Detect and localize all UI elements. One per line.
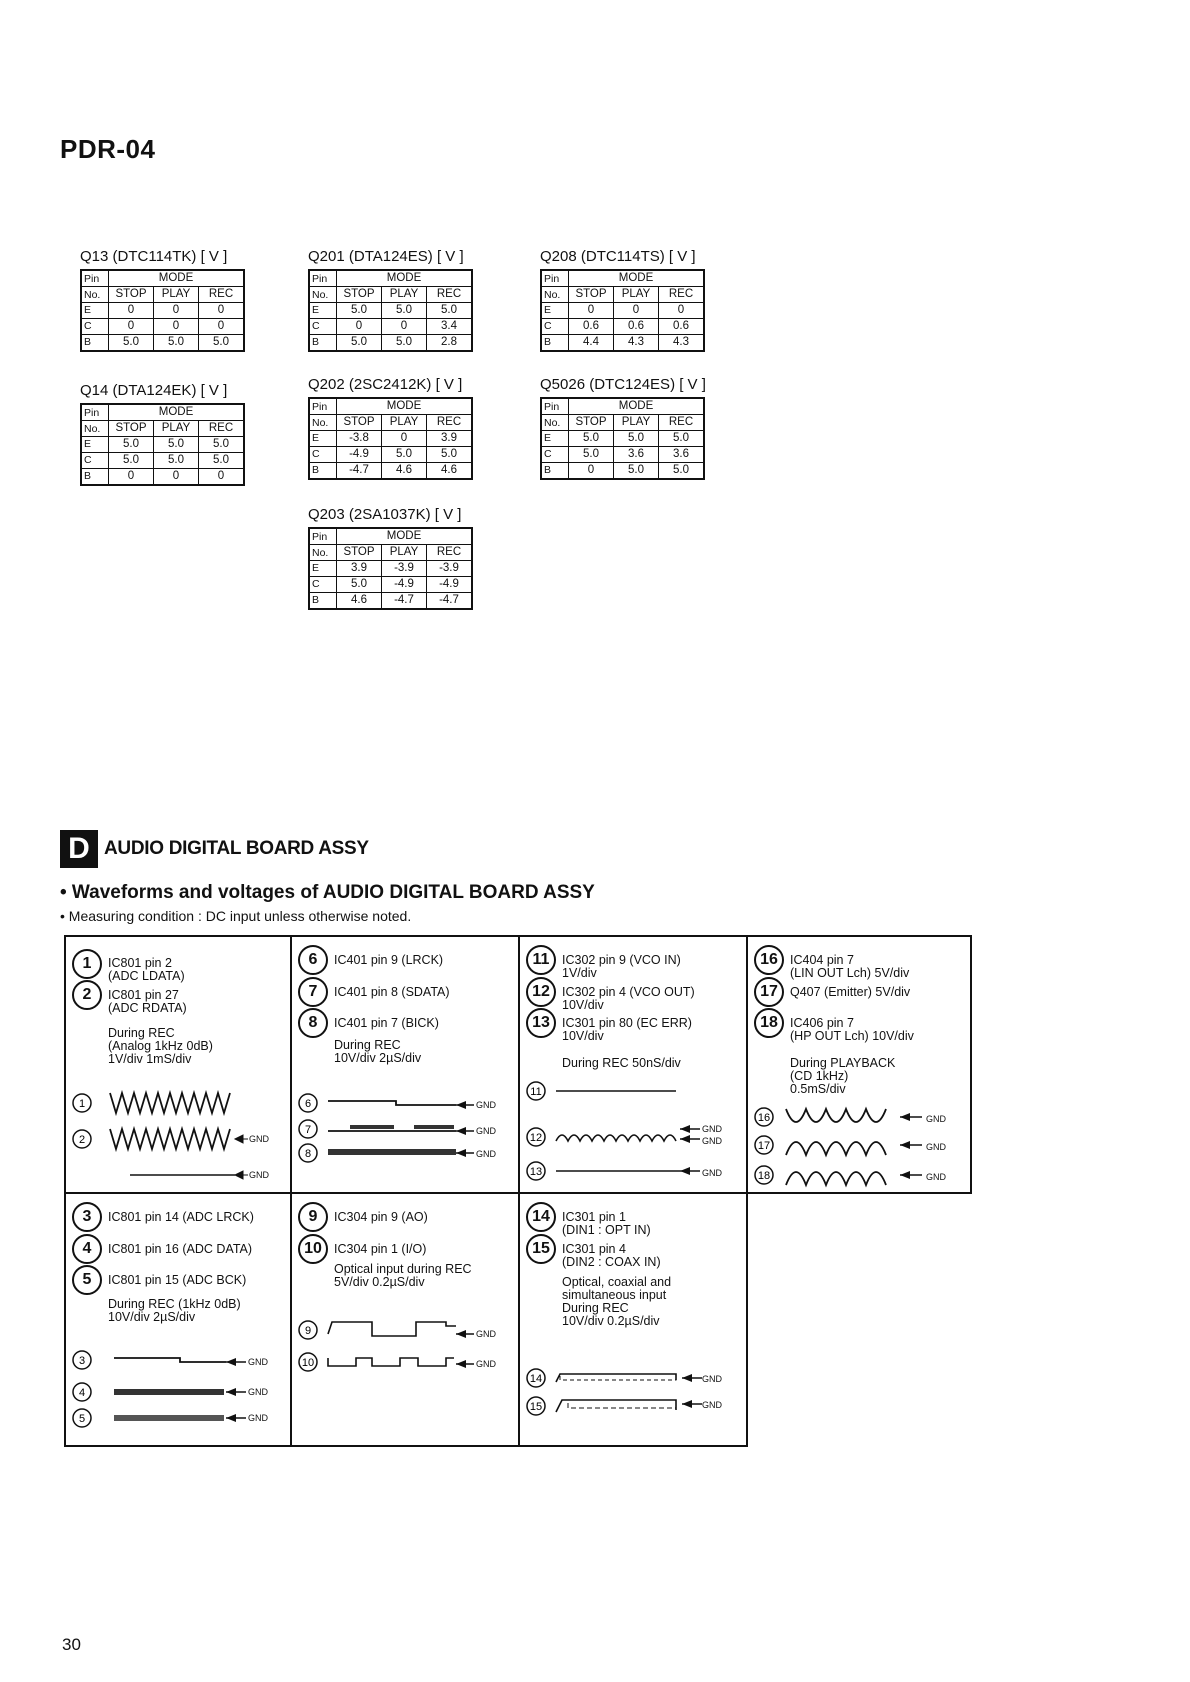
- label-5: IC801 pin 15 (ADC BCK): [108, 1273, 247, 1287]
- marker-9: 9: [298, 1202, 328, 1232]
- note: During REC 50nS/div: [562, 1056, 681, 1070]
- table-row: B 0 5.0 5.0: [541, 463, 704, 480]
- table-row: B 5.0 5.0 2.8: [309, 335, 472, 352]
- measuring-condition: • Measuring condition : DC input unless otherwise noted.: [60, 908, 412, 924]
- gnd-label: GND: [476, 1329, 496, 1339]
- svg-text:7: 7: [304, 1124, 312, 1136]
- svg-text:13: 13: [529, 1166, 543, 1178]
- marker-5: 5: [72, 1265, 102, 1295]
- marker-12: 12: [526, 977, 556, 1007]
- gnd-label: GND: [476, 1126, 496, 1136]
- svg-text:18: 18: [757, 1170, 771, 1182]
- table-row: E 5.0 5.0 5.0: [541, 431, 704, 447]
- svg-text:4: 4: [78, 1387, 86, 1399]
- table-row: E 3.9 -3.9 -3.9: [309, 561, 472, 577]
- transistor-title: Q203 (2SA1037K) [ V ]: [308, 506, 462, 523]
- marker-11: 11: [526, 945, 556, 975]
- note: During REC (1kHz 0dB) 10V/div 2µS/div: [108, 1297, 241, 1324]
- gnd-label: GND: [702, 1400, 722, 1410]
- transistor-table: [308, 376, 473, 480]
- table-row: B 0 0 0: [81, 469, 244, 486]
- gnd-label: GND: [476, 1149, 496, 1159]
- waveform-cell-1: [64, 935, 292, 1194]
- label-16: IC404 pin 7 (LIN OUT Lch) 5V/div: [790, 953, 910, 980]
- svg-text:16: 16: [757, 1112, 771, 1124]
- table-row: E 0 0 0: [81, 303, 244, 319]
- marker-6: 6: [298, 945, 328, 975]
- label-2: IC801 pin 27 (ADC RDATA): [108, 988, 187, 1015]
- table-row: C 5.0 -4.9 -4.9: [309, 577, 472, 593]
- marker-10: 10: [298, 1234, 328, 1264]
- wave-label-1: 1: [78, 1098, 86, 1110]
- voltage-table: Pin MODE No. STOP PLAY REC E 3.9 -3.9 -3.9 C 5.0 -4.9 -4.9 B 4.6 -4.7 -4.7: [308, 527, 473, 610]
- svg-text:8: 8: [304, 1148, 312, 1160]
- label-11: IC302 pin 9 (VCO IN) 1V/div: [562, 953, 681, 980]
- wave-label-2: 2: [78, 1134, 86, 1146]
- table-row: C 5.0 3.6 3.6: [541, 447, 704, 463]
- table-row: E 5.0 5.0 5.0: [309, 303, 472, 319]
- table-row: E 5.0 5.0 5.0: [81, 437, 244, 453]
- label-8: IC401 pin 7 (BICK): [334, 1016, 439, 1030]
- transistor-title: Q202 (2SC2412K) [ V ]: [308, 376, 463, 393]
- table-row: C 0 0 0: [81, 319, 244, 335]
- label-3: IC801 pin 14 (ADC LRCK): [108, 1210, 254, 1224]
- table-row: C 5.0 5.0 5.0: [81, 453, 244, 469]
- marker-15: 15: [526, 1234, 556, 1264]
- table-row: B 4.6 -4.7 -4.7: [309, 593, 472, 610]
- voltage-table: Pin MODE No. STOP PLAY REC E 5.0 5.0 5.0 C 0 0 3.4 B 5.0 5.0 2.8: [308, 269, 473, 352]
- waveform-cell-5: [64, 1192, 292, 1447]
- table-row: B 4.4 4.3 4.3: [541, 335, 704, 352]
- transistor-title: Q13 (DTC114TK) [ V ]: [80, 248, 228, 265]
- transistor-table: [308, 506, 473, 610]
- waveform-cell-4: [746, 935, 972, 1194]
- note: Optical input during REC 5V/div 0.2µS/div: [334, 1262, 472, 1289]
- svg-text:5: 5: [78, 1413, 86, 1425]
- gnd-label: GND: [702, 1136, 722, 1146]
- marker-14: 14: [526, 1202, 556, 1232]
- label-1: IC801 pin 2 (ADC LDATA): [108, 956, 185, 983]
- svg-text:10: 10: [301, 1357, 315, 1369]
- label-9: IC304 pin 9 (AO): [334, 1210, 428, 1224]
- label-17: Q407 (Emitter) 5V/div: [790, 985, 911, 999]
- label-7: IC401 pin 8 (SDATA): [334, 985, 450, 999]
- label-18: IC406 pin 7 (HP OUT Lch) 10V/div: [790, 1016, 914, 1043]
- table-row: E -3.8 0 3.9: [309, 431, 472, 447]
- marker-2: 2: [72, 980, 102, 1010]
- transistor-table: [80, 248, 245, 352]
- marker-8: 8: [298, 1008, 328, 1038]
- transistor-table: [540, 376, 706, 480]
- section-letter: D: [60, 830, 98, 868]
- marker-13: 13: [526, 1008, 556, 1038]
- label-14: IC301 pin 1 (DIN1 : OPT IN): [562, 1210, 651, 1237]
- marker-16: 16: [754, 945, 784, 975]
- note: During REC (Analog 1kHz 0dB) 1V/div 1mS/div: [108, 1026, 213, 1066]
- transistor-title: Q14 (DTA124EK) [ V ]: [80, 382, 228, 399]
- label-15: IC301 pin 4 (DIN2 : COAX IN): [562, 1242, 661, 1269]
- gnd-label: GND: [702, 1168, 722, 1178]
- label-10: IC304 pin 1 (I/O): [334, 1242, 427, 1256]
- gnd-label: GND: [476, 1359, 496, 1369]
- marker-1: 1: [72, 949, 102, 979]
- gnd-label: GND: [926, 1142, 946, 1152]
- waveform-9-10: [296, 1314, 518, 1394]
- label-12: IC302 pin 4 (VCO OUT) 10V/div: [562, 985, 695, 1012]
- table-row: E 0 0 0: [541, 303, 704, 319]
- transistor-table: [80, 382, 245, 486]
- gnd-label: GND: [249, 1170, 269, 1180]
- page-title: PDR-04: [60, 134, 156, 164]
- marker-4: 4: [72, 1234, 102, 1264]
- transistor-table: [308, 248, 473, 352]
- marker-7: 7: [298, 977, 328, 1007]
- gnd-label: GND: [926, 1114, 946, 1124]
- transistor-title: Q201 (DTA124ES) [ V ]: [308, 248, 464, 265]
- table-row: B -4.7 4.6 4.6: [309, 463, 472, 480]
- table-row: B 5.0 5.0 5.0: [81, 335, 244, 352]
- gnd-label: GND: [248, 1387, 268, 1397]
- svg-text:11: 11: [530, 1086, 542, 1098]
- table-row: C 0.6 0.6 0.6: [541, 319, 704, 335]
- marker-18: 18: [754, 1008, 784, 1038]
- marker-17: 17: [754, 977, 784, 1007]
- gnd-label: GND: [248, 1357, 268, 1367]
- voltage-table: Pin MODE No. STOP PLAY REC E 5.0 5.0 5.0 C 5.0 3.6 3.6 B 0 5.0 5.0: [540, 397, 705, 480]
- waveform-cell-7: [518, 1192, 748, 1447]
- svg-text:14: 14: [529, 1373, 543, 1385]
- waveform-cell-2: [290, 935, 520, 1194]
- svg-text:15: 15: [529, 1401, 543, 1413]
- waveform-cell-6: [290, 1192, 520, 1447]
- gnd-label: GND: [476, 1100, 496, 1110]
- label-13: IC301 pin 80 (EC ERR) 10V/div: [562, 1016, 692, 1043]
- gnd-label: GND: [249, 1134, 269, 1144]
- gnd-label: GND: [702, 1374, 722, 1384]
- note: Optical, coaxial and simultaneous input During REC 10V/div 0.2µS/div: [562, 1275, 672, 1328]
- waveform-grid: [64, 935, 972, 1447]
- page-number: 30: [62, 1635, 81, 1654]
- marker-3: 3: [72, 1202, 102, 1232]
- svg-text:3: 3: [78, 1355, 86, 1367]
- table-row: C 0 0 3.4: [309, 319, 472, 335]
- gnd-label: GND: [926, 1172, 946, 1182]
- note: During REC 10V/div 2µS/div: [334, 1038, 422, 1065]
- voltage-table: Pin MODE No. STOP PLAY REC E -3.8 0 3.9 C -4.9 5.0 5.0 B -4.7 4.6 4.6: [308, 397, 473, 480]
- voltage-table: Pin MODE No. STOP PLAY REC E 0 0 0 C 0.6 0.6 0.6 B 4.4 4.3 4.3: [540, 269, 705, 352]
- gnd-label: GND: [248, 1413, 268, 1423]
- waveform-cell-3: [518, 935, 748, 1194]
- transistor-title: Q5026 (DTC124ES) [ V ]: [540, 376, 706, 393]
- svg-text:6: 6: [304, 1098, 312, 1110]
- transistor-title: Q208 (DTC114TS) [ V ]: [540, 248, 696, 265]
- table-row: C -4.9 5.0 5.0: [309, 447, 472, 463]
- voltage-table: Pin MODE No. STOP PLAY REC E 5.0 5.0 5.0 C 5.0 5.0 5.0 B 0 0 0: [80, 403, 245, 486]
- section-header: [60, 830, 369, 868]
- label-4: IC801 pin 16 (ADC DATA): [108, 1242, 253, 1256]
- svg-text:12: 12: [529, 1132, 543, 1144]
- svg-text:17: 17: [757, 1140, 771, 1152]
- svg-text:9: 9: [304, 1325, 312, 1337]
- transistor-table: [540, 248, 705, 352]
- gnd-label: GND: [702, 1124, 722, 1134]
- note: During PLAYBACK (CD 1kHz) 0.5mS/div: [790, 1056, 896, 1096]
- voltage-table: Pin MODE No. STOP PLAY REC E 0 0 0 C 0 0 0 B 5.0 5.0 5.0: [80, 269, 245, 352]
- waveforms-heading: • Waveforms and voltages of AUDIO DIGITAL BOARD ASSY: [60, 882, 595, 903]
- label-6: IC401 pin 9 (LRCK): [334, 953, 444, 967]
- section-title: AUDIO DIGITAL BOARD ASSY: [104, 838, 369, 859]
